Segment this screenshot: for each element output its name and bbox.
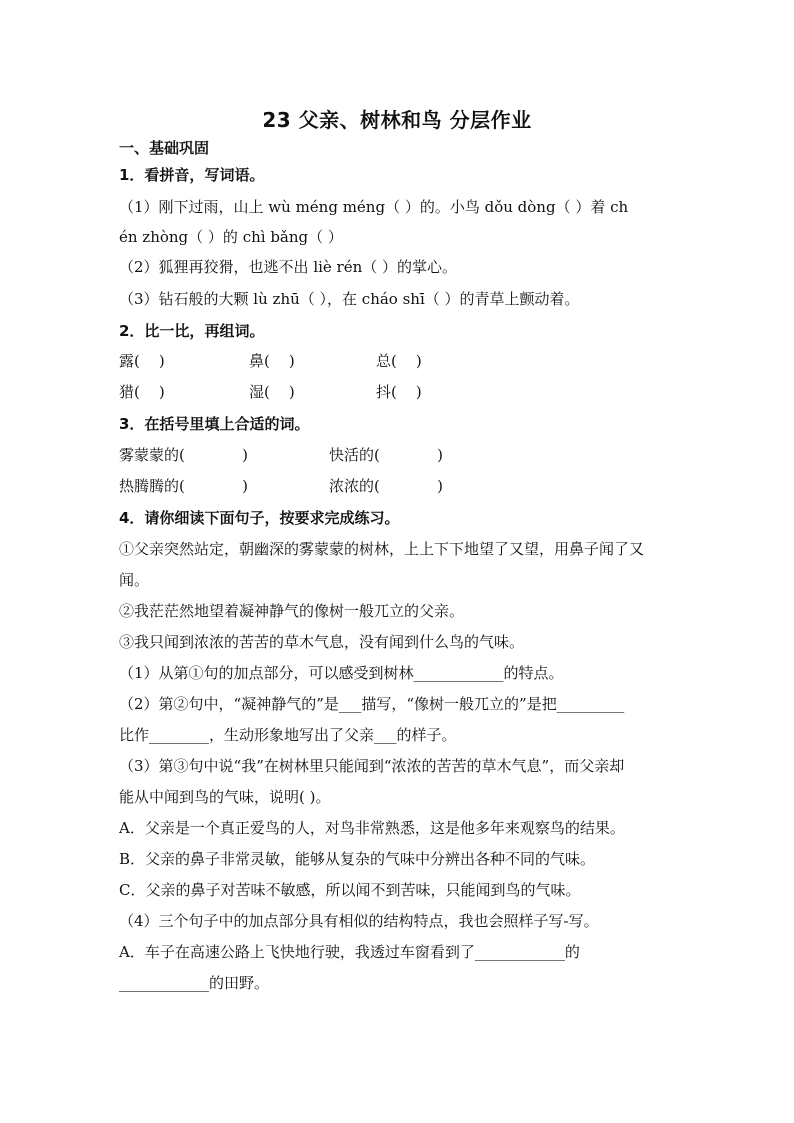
q2-cell: 露( ) (119, 352, 165, 370)
sub-question-4: （4）三个句子中的加点部分具有相似的结构特点，我也会照样子写-写。 (119, 912, 599, 930)
q2-cell: 抖( ) (376, 383, 422, 401)
q3-cell: 热腾腾的( ) (119, 477, 248, 495)
q2-cell: 总( ) (376, 352, 422, 370)
sub-question-3b: 能从中闻到鸟的气味，说明( )。 (119, 788, 331, 806)
question-1-label: 1．看拼音，写词语。 (119, 166, 265, 184)
sub-question-3a: （3）第③句中说“我”在树林里只能闻到“浓浓的苦苦的草木气息”，而父亲却 (119, 757, 625, 775)
question-4-label: 4．请你细读下面句子，按要求完成练习。 (119, 509, 400, 527)
question-1-line-2: én zhòng（ ）的 chì bǎng（ ） (119, 228, 343, 246)
question-1-line-4: （3）钻石般的大颗 lù zhū（ ），在 cháo shī（ ）的青草上颤动着。 (119, 290, 580, 308)
option-a: A．父亲是一个真正爱鸟的人，对鸟非常熟悉，这是他多年来观察鸟的结果。 (119, 819, 625, 837)
question-1-line-1: （1）刚下过雨，山上 wù méng méng（ ）的。小鸟 dǒu dòng（ ）着 ch (119, 198, 629, 216)
question-1-line-3: （2）狐狸再狡猾，也逃不出 liè rén（ ）的掌心。 (119, 258, 458, 276)
sub-question-1: （1）从第①句的加点部分，可以感受到树林____________的特点。 (119, 664, 564, 682)
question-3-label: 3．在括号里填上合适的词。 (119, 415, 310, 433)
sentence-1b: 闻。 (119, 571, 150, 589)
option-c: C．父亲的鼻子对苦味不敏感，所以闻不到苦味，只能闻到鸟的气味。 (119, 881, 581, 899)
section-heading: 一、基础巩固 (119, 139, 210, 157)
sentence-3: ③我只闻到浓浓的苦苦的草木气息，没有闻到什么鸟的气味。 (119, 633, 525, 651)
sub-question-4a: A．车子在高速公路上飞快地行驶，我透过车窗看到了____________的 (119, 943, 580, 961)
sentence-2: ②我茫茫然地望着凝神静气的像树一般兀立的父亲。 (119, 602, 465, 620)
sentence-1a: ①父亲突然站定，朝幽深的雾蒙蒙的树林，上上下下地望了又望，用鼻子闻了又 (119, 540, 645, 558)
q3-cell: 浓浓的( ) (329, 477, 443, 495)
sub-question-2b: 比作________，生动形象地写出了父亲___的样子。 (119, 726, 457, 744)
q3-cell: 快活的( ) (329, 446, 443, 464)
question-2-label: 2．比一比，再组词。 (119, 322, 265, 340)
sub-question-4b: ____________的田野。 (119, 974, 270, 992)
q3-cell: 雾蒙蒙的( ) (119, 446, 248, 464)
q2-cell: 鼻( ) (249, 352, 295, 370)
q2-cell: 猎( ) (119, 383, 165, 401)
page-title: 23 父亲、树林和鸟 分层作业 (262, 108, 532, 132)
option-b: B．父亲的鼻子非常灵敏，能够从复杂的气味中分辨出各种不同的气味。 (119, 850, 596, 868)
q2-cell: 湿( ) (249, 383, 295, 401)
sub-question-2a: （2）第②句中，“凝神静气的”是___描写，“像树一般兀立的”是把_________ (119, 695, 625, 713)
